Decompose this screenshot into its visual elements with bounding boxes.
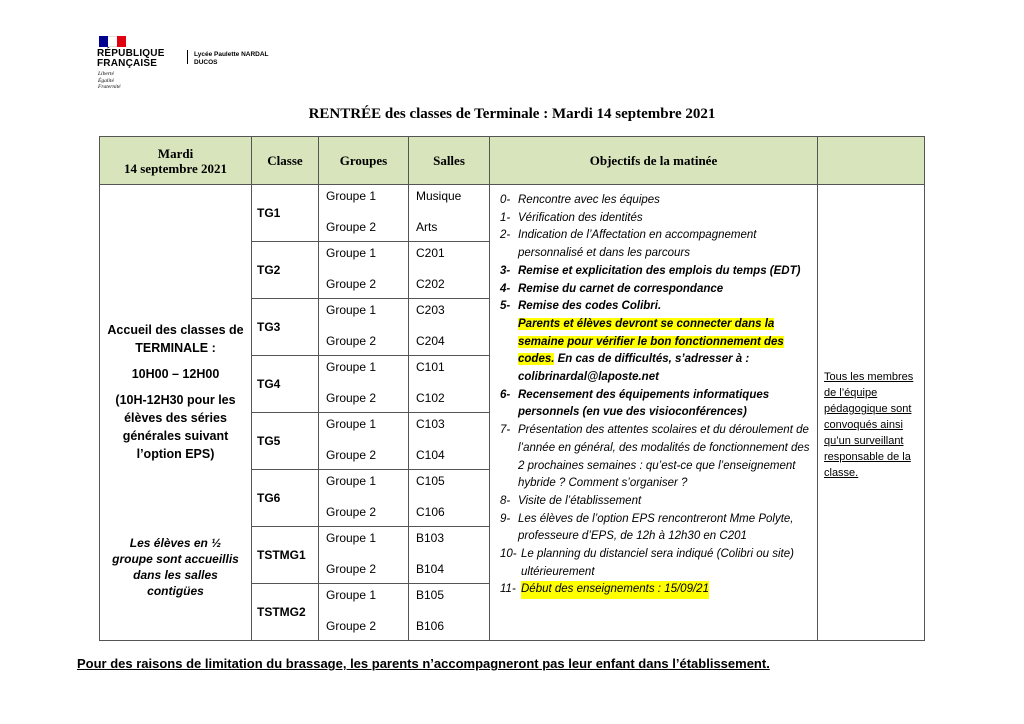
- groupe-label: Groupe 2: [326, 448, 377, 462]
- objectifs-cell: [490, 185, 818, 641]
- salle-label: C102: [416, 391, 445, 405]
- accueil-hours: 10H00 – 12H00: [131, 367, 220, 381]
- groupes-cell: [319, 584, 409, 641]
- salle-label: C204: [416, 334, 445, 348]
- groupes-cell: [319, 356, 409, 413]
- salle-label: C202: [416, 277, 445, 291]
- salle-label: B103: [416, 531, 445, 545]
- objectif-item: 7- Présentation des attentes scolaires et du déroulement de l’année en général, des modalités de fonctionnement des 2 prochaines semaines : qu’est-ce que l’enseignement hybride ? Comment s’organiser ?: [500, 424, 810, 490]
- salles-cell: [409, 527, 490, 584]
- salle-label: B105: [416, 588, 445, 602]
- salle-label: B106: [416, 619, 445, 633]
- groupes-cell: [319, 242, 409, 299]
- groupes-cell: [319, 185, 409, 242]
- classe-cell: TG5: [252, 413, 319, 470]
- groupe-label: Groupe 2: [326, 277, 377, 291]
- groupe-label: Groupe 1: [326, 531, 377, 545]
- objectif-item: 10- Le planning du distanciel sera indiqué (Colibri ou site) ultérieurement: [500, 548, 794, 578]
- header-date: Mardi 14 septembre 2021: [100, 137, 252, 185]
- groupe-label: Groupe 2: [326, 391, 377, 405]
- header-groupes: Groupes: [319, 137, 409, 185]
- groupe-label: Groupe 2: [326, 505, 377, 519]
- header-empty: [818, 137, 925, 185]
- groupe-label: Groupe 2: [326, 220, 377, 234]
- salles-cell: [409, 242, 490, 299]
- groupe-label: Groupe 2: [326, 562, 377, 576]
- salles-cell: [409, 185, 490, 242]
- salle-label: C106: [416, 505, 445, 519]
- salles-cell: [409, 470, 490, 527]
- french-flag-icon: [99, 36, 126, 47]
- objectif-item: 8- Visite de l’établissement: [500, 494, 642, 507]
- salle-label: C104: [416, 448, 445, 462]
- accueil-cell: [100, 185, 252, 641]
- objectif-item: 5- Remise des codes Colibri.: [500, 300, 662, 313]
- accueil-half-group-note: Les élèves en ½ groupe sont accueillis dans les salles contigües: [112, 536, 239, 598]
- accueil-eps-note: (10H-12H30 pour les élèves des séries générales suivant l’option EPS): [115, 393, 236, 461]
- schedule-table: [99, 136, 925, 641]
- salle-label: Arts: [416, 220, 438, 234]
- groupe-label: Groupe 1: [326, 417, 377, 431]
- objectif-item: 11- Début des enseignements : 15/09/21: [500, 581, 813, 599]
- groupe-label: Groupe 2: [326, 619, 377, 633]
- salles-cell: [409, 356, 490, 413]
- objectif-item: 1- Vérification des identités: [500, 211, 643, 224]
- groupes-cell: [319, 299, 409, 356]
- salle-label: Musique: [416, 189, 462, 203]
- classe-cell: TSTMG1: [252, 527, 319, 584]
- classe-cell: TG3: [252, 299, 319, 356]
- groupe-label: Groupe 1: [326, 189, 377, 203]
- membres-cell: Tous les membres de l’équipe pédagogique sont convoqués ainsi qu’un surveillant responsable de la classe.: [818, 185, 925, 641]
- groupe-label: Groupe 1: [326, 246, 377, 260]
- classe-cell: TSTMG2: [252, 584, 319, 641]
- groupe-label: Groupe 2: [326, 334, 377, 348]
- header-classe: Classe: [252, 137, 319, 185]
- objectif-item: 4- Remise du carnet de correspondance: [500, 282, 724, 295]
- republic-motto: Liberté Égalité Fraternité: [98, 71, 121, 90]
- classe-cell: TG2: [252, 242, 319, 299]
- salle-label: C101: [416, 360, 445, 374]
- groupes-cell: [319, 470, 409, 527]
- classe-cell: TG4: [252, 356, 319, 413]
- salles-cell: [409, 413, 490, 470]
- page-title: RENTRÉE des classes de Terminale : Mardi 14 septembre 2021: [308, 106, 716, 122]
- salles-cell: [409, 299, 490, 356]
- header-salles: Salles: [409, 137, 490, 185]
- salle-label: C203: [416, 303, 445, 317]
- salle-label: C201: [416, 246, 445, 260]
- school-name: Lycée Paulette NARDAL DUCOS: [194, 51, 269, 66]
- salle-label: B104: [416, 562, 445, 576]
- objectif-item: 9- Les élèves de l’option EPS rencontreront Mme Polyte, professeure d’EPS, de 12h à 12h30 en C201: [500, 512, 794, 543]
- table-header-row: [100, 137, 925, 185]
- objectif-item: 6- Recensement des équipements informatiques personnels (en vue des visioconférences): [500, 388, 770, 419]
- classe-cell: TG1: [252, 185, 319, 242]
- groupe-label: Groupe 1: [326, 360, 377, 374]
- groupe-label: Groupe 1: [326, 588, 377, 602]
- objectif-item: 3- Remise et explicitation des emplois du temps (EDT): [500, 264, 801, 277]
- groupes-cell: [319, 527, 409, 584]
- salles-cell: [409, 584, 490, 641]
- republique-francaise-wordmark: RÉPUBLIQUE FRANÇAISE: [97, 48, 165, 69]
- classe-cell: TG6: [252, 470, 319, 527]
- logo-separator: [187, 50, 188, 64]
- republique-francaise-logo: [97, 34, 297, 104]
- objectif-item: 0- Rencontre avec les équipes: [500, 194, 660, 206]
- groupes-cell: [319, 413, 409, 470]
- footer-note: Pour des raisons de limitation du brassage, les parents n’accompagneront pas leur enfant dans l’établissement.: [77, 656, 770, 671]
- groupe-label: Groupe 1: [326, 474, 377, 488]
- colibri-connection-note: Parents et élèves devront se connecter dans la semaine pour vérifier le bon fonctionnement des codes. En cas de difficultés, s’adresser à : colibrinardal@laposte.net: [518, 317, 784, 384]
- header-objectifs: Objectifs de la matinée: [490, 137, 818, 185]
- table-row: [100, 185, 925, 242]
- objectif-item: 2- Indication de l’Affectation en accompagnement personnalisé et dans les parcours: [500, 229, 757, 260]
- accueil-title: Accueil des classes de TERMINALE :: [107, 323, 244, 355]
- groupe-label: Groupe 1: [326, 303, 377, 317]
- salle-label: C105: [416, 474, 445, 488]
- salle-label: C103: [416, 417, 445, 431]
